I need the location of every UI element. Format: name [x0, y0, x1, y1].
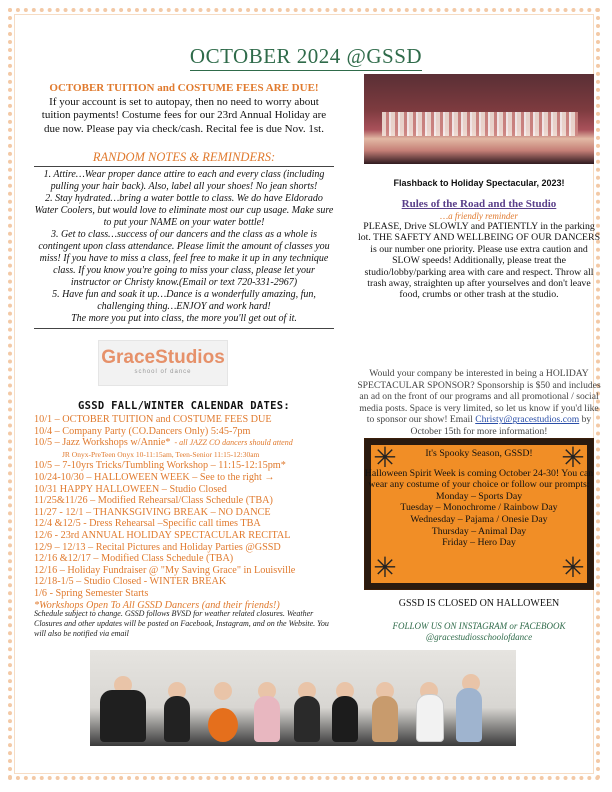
calendar-item: 11/27 - 12/1 – THANKSGIVING BREAK – NO DANCE: [34, 506, 271, 518]
calendar-item: 10/31 HAPPY HALLOWEEN – Studio Closed: [34, 483, 227, 495]
calendar-item: 10/24-10/30 – HALLOWEEN WEEK – See to the right →: [34, 471, 275, 483]
note-item: 3. Get to class…success of our dancers and the class as a whole is contingent upon class attendance. Please limit the amount of classes you miss! If you have to miss a class, feel free to make it up in any technique class. If you know you're going to miss your class, please let your instructor or Christy know.(Email or text 720-331-2967): [38, 229, 330, 288]
spiderweb-icon: ✳: [561, 443, 585, 474]
dancer: [372, 696, 398, 742]
calendar-item: 10/5 – 7-10yrs Tricks/Tumbling Workshop – 11:15-12:15pm*: [34, 460, 286, 472]
note-item: 2. Stay hydrated…bring a water bottle to class. We do have Eldorado Water Coolers, but would love to eliminate most our cup usage. Make sure to put your NAME on your water bottle!: [34, 193, 334, 228]
dancer: [332, 696, 358, 742]
rules-body: PLEASE, Drive SLOWLY and PATIENTLY in the parking lot. THE SAFETY AND WELLBEING OF OUR DANCERS is our number one priority. Please use extra caution and SLOW speeds! Additionally, please treat the studio/lobby/parking area with care and respect. Throw all trash away, straighten up after yourselves and don't leave food, crumbs or other trash at the studio.: [357, 221, 601, 301]
dancer: [254, 696, 280, 742]
logo-name: GraceStudios: [101, 347, 225, 368]
calendar-item: 11/25&11/26 – Modified Rehearsal/Class Schedule (TBA): [34, 495, 273, 507]
jazz-note: - all JAZZ CO dancers should attend: [174, 438, 293, 448]
rules-subheading: …a friendly reminder: [440, 211, 518, 221]
social-handle[interactable]: @gracestudiosschoolofdance: [425, 632, 533, 642]
calendar-item: 12/16 – Holiday Fundraiser @ "My Saving Grace" in Louisville: [34, 564, 296, 576]
sponsor-tail: by October 15th for more information!: [410, 414, 592, 437]
notes-list: [34, 166, 334, 329]
dancer: [164, 696, 190, 742]
halloween-closed-notice: GSSD IS CLOSED ON HALLOWEEN: [398, 598, 560, 609]
calendar-item: 12/18-1/5 – Studio Closed - WINTER BREAK: [34, 576, 227, 588]
spooky-headline: It's Spooky Season, GSSD!: [425, 448, 533, 459]
calendar-item-detail: JR Onyx-PreTeen Onyx 10-11:15am, Teen-Senior 11:15-12:30am: [62, 449, 260, 459]
tuition-notice: [34, 82, 334, 136]
logo-tagline: school of dance: [134, 369, 192, 375]
spirit-week-intro: Halloween Spirit Week is coming October 24-30! You can wear any costume of your choice or follow our prompts:: [364, 467, 594, 491]
note-item: 5. Have fun and soak it up…Dance is a wonderfully amazing, fun, challenging thing…ENJOY and work hard!: [52, 289, 316, 312]
spiderweb-icon: ✳: [561, 553, 585, 584]
calendar-item: 12/6 - 23rd ANNUAL HOLIDAY SPECTACULAR RECITAL: [34, 529, 291, 541]
spirit-day: Friday – Hero Day: [442, 537, 516, 549]
calendar-item-text: 10/5 – Jazz Workshops w/Annie*: [34, 437, 171, 449]
dancer: [214, 682, 232, 700]
dancer: [416, 694, 444, 742]
dancer: [456, 688, 482, 742]
notes-heading: RANDOM NOTES & REMINDERS:: [92, 150, 276, 164]
sponsor-notice: [356, 368, 602, 438]
spirit-day: Wednesday – Pajama / Onesie Day: [410, 513, 548, 525]
dancers-costume-photo: [90, 650, 516, 746]
spiderweb-icon: ✳: [373, 443, 397, 474]
note-item: 1. Attire…Wear proper dance attire to each and every class (including pulling your hair back). Also, label all your shoes! No jean shorts!: [43, 169, 325, 192]
calendar-item: [34, 437, 334, 449]
social-follow-line: FOLLOW US ON INSTAGRAM or FACEBOOK: [392, 621, 566, 631]
sponsor-email-link[interactable]: Christy@gracestudios.com: [475, 414, 580, 426]
schedule-note: Schedule subject to change. GSSD follows BVSD for weather related closures. Weather Closures and other updates will be posted on Facebook, Instagram, and on the Website. You will also be notified via email: [34, 609, 329, 638]
rules-heading: Rules of the Road and the Studio: [401, 198, 557, 210]
workshop-footnote: *Workshops Open To All GSSD Dancers (and their friends!): [34, 599, 280, 611]
calendar-item: 1/6 - Spring Semester Starts: [34, 587, 149, 599]
spirit-day: Monday – Sports Day: [435, 490, 523, 502]
sponsor-body: Would your company be interested in being a HOLIDAY SPECTACULAR SPONSOR? Sponsorship is $50 and includes an ad on the front of our programs and all promotional / social media posts. Space is very limited, so let us know if you'd like to sponsor our show! Email: [357, 368, 601, 426]
calendar-item: 12/9 – 12/13 – Recital Pictures and Holiday Parties @GSSD: [34, 541, 281, 553]
pumpkin-costume: [208, 708, 238, 742]
social-follow: [364, 621, 594, 643]
calendar-heading: GSSD FALL/WINTER CALENDAR DATES:: [78, 400, 290, 412]
dancer: [100, 690, 146, 742]
calendar-item: 10/4 – Company Party (CO.Dancers Only) 5:45-7pm: [34, 425, 251, 437]
calendar-item: 12/16 &12/17 – Modified Class Schedule (TBA): [34, 553, 234, 565]
calendar-item: 12/4 &12/5 - Dress Rehearsal –Specific call times TBA: [34, 518, 261, 530]
spiderweb-icon: ✳: [373, 553, 397, 584]
note-item: The more you put into class, the more you'll get out of it.: [71, 313, 297, 324]
flashback-caption: Flashback to Holiday Spectacular, 2023!: [393, 178, 565, 188]
grace-studios-logo: [98, 340, 228, 386]
calendar-item: 10/1 – OCTOBER TUITION and COSTUME FEES DUE: [34, 414, 272, 425]
calendar-list: [34, 414, 334, 611]
dancer: [294, 696, 320, 742]
page-title: OCTOBER 2024 @GSSD: [189, 44, 423, 68]
holiday-spectacular-photo: [364, 74, 594, 164]
stage-dancers: [382, 112, 578, 136]
tuition-body: If your account is set to autopay, then no need to worry about tuition payments! Costume fees for our 23rd Annual Holiday are due now. Please pay via check/cash. Recital fee is due Nov. 1st.: [41, 95, 327, 135]
title-underline: [190, 70, 422, 71]
tuition-heading: OCTOBER TUITION and COSTUME FEES ARE DUE!: [49, 82, 319, 94]
spirit-week-text: [364, 448, 594, 549]
spirit-day: Tuesday – Monochrome / Rainbow Day: [400, 502, 558, 514]
spirit-day: Thursday – Animal Day: [431, 525, 527, 537]
